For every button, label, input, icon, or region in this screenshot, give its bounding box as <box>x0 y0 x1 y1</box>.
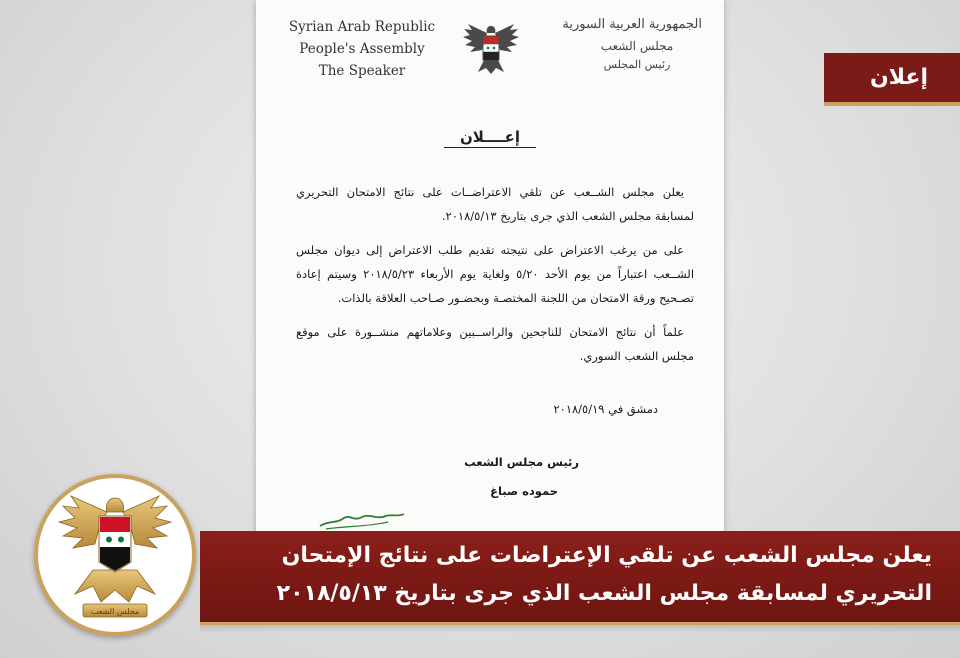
eagle-emblem-icon <box>460 20 522 78</box>
letter-paragraph: علماً أن نتائج الامتحان للناجحين والراســبين وعلاماتهم منشــورة على موقع مجلس الشعب السوري. <box>296 325 694 363</box>
signature-scribble <box>316 508 406 532</box>
letterhead-english <box>272 16 452 82</box>
letterhead-english-line: Syrian Arab Republic <box>288 19 436 35</box>
signature-name: حموده صباغ <box>490 484 558 498</box>
headline-line: يعلن مجلس الشعب عن تلقي الإعتراضات على نتائج الإمتحان <box>281 543 932 568</box>
announcement-document <box>256 0 724 540</box>
emblem-badge <box>34 474 196 636</box>
announcement-tag-label: إعلان <box>869 65 928 90</box>
letterhead-english-line: The Speaker <box>318 63 406 79</box>
letterhead-arabic-line: رئيس المجلس <box>603 58 671 71</box>
headline-line: التحريري لمسابقة مجلس الشعب الذي جرى بتاريخ ٢٠١٨/٥/١٣ <box>276 581 932 606</box>
headline-banner <box>200 531 960 625</box>
letterhead-arabic <box>562 14 702 74</box>
letter-paragraph: على من يرغب الاعتراض على نتيجته تقديم طلب الاعتراض إلى ديوان مجلس الشــعب اعتباراً من يوم الأحد ٥/٢٠ ولغاية يوم الأربعاء ٢٠١٨/٥/٢٣ وسيتم إعادة تصـحيح ورقة الامتحان من اللجنة المختصـة وبحضـور صـاحب العلاقة بالذات. <box>296 243 695 305</box>
document-title-text: إعــــلان <box>444 128 536 148</box>
letterhead-arabic-line: الجمهورية العربية السورية <box>562 17 702 32</box>
banner-shadow <box>200 625 960 633</box>
document-title <box>256 128 724 146</box>
signature-title: رئيس مجلس الشعب <box>464 455 579 469</box>
letter-paragraph: يعلن مجلس الشــعب عن تلقي الاعتراضــات على نتائج الامتحان التحريري لمسابقة مجلس الشعب الذي جرى بتاريخ ٢٠١٨/٥/١٣. <box>296 185 694 223</box>
letter-body <box>296 180 694 378</box>
letterhead-arabic-line: مجلس الشعب <box>600 39 674 53</box>
emblem-caption: مجلس الشعب <box>90 607 140 616</box>
syrian-eagle-emblem-icon <box>53 490 177 620</box>
announcement-tag <box>824 53 960 106</box>
letter-dateline: دمشق في ٢٠١٨/٥/١٩ <box>553 402 658 416</box>
headline-text <box>242 537 932 613</box>
letterhead-english-line: People's Assembly <box>299 41 425 57</box>
